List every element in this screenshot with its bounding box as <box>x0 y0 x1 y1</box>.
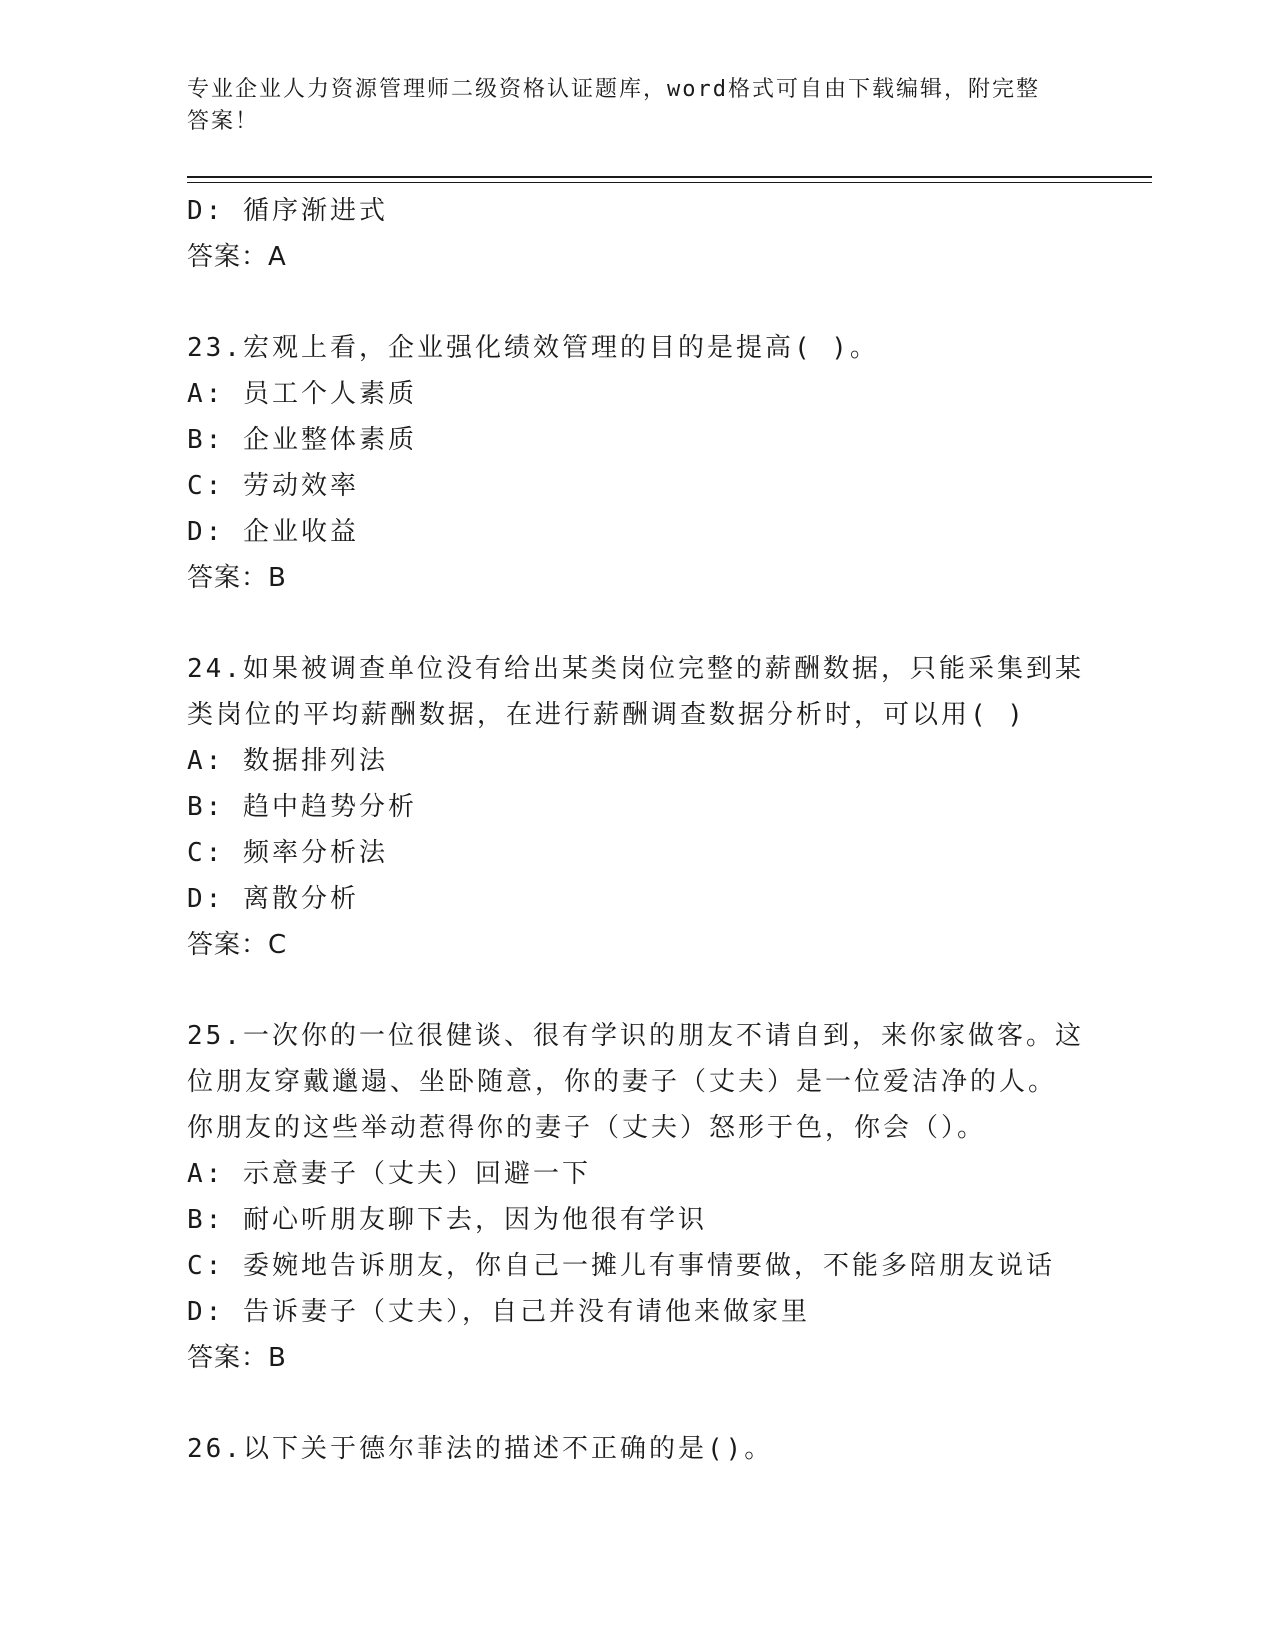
option-d: D: 离散分析 <box>187 884 359 914</box>
question-26 <box>187 1426 1087 1472</box>
question-text: 25.一次你的一位很健谈、很有学识的朋友不请自到，来你家做客。这 <box>187 1021 1084 1051</box>
option-d: D: 企业收益 <box>187 517 359 547</box>
question-25 <box>187 1013 1087 1381</box>
header-rule-thick <box>187 176 1152 178</box>
option-b: B: 耐心听朋友聊下去，因为他很有学识 <box>187 1205 707 1235</box>
option-a: A: 员工个人素质 <box>187 379 417 409</box>
spacer <box>187 1381 1087 1426</box>
question-list <box>187 188 1087 1472</box>
question-24 <box>187 646 1087 968</box>
answer-line: 答案：B <box>187 563 287 593</box>
option-b: B: 趋中趋势分析 <box>187 792 417 822</box>
answer-line: 答案：C <box>187 930 288 960</box>
header-line-1: 专业企业人力资源管理师二级资格认证题库，word格式可自由下载编辑，附完整 <box>187 77 1040 102</box>
header-line-2: 答案！ <box>187 109 260 134</box>
option-a: A: 示意妻子（丈夫）回避一下 <box>187 1159 591 1189</box>
spacer <box>187 968 1087 1013</box>
option-b: B: 企业整体素质 <box>187 425 417 455</box>
answer-line: 答案：B <box>187 1343 287 1373</box>
option-a: A: 数据排列法 <box>187 746 388 776</box>
question-text: 位朋友穿戴邋遢、坐卧随意，你的妻子（丈夫）是一位爱洁净的人。 <box>187 1067 1058 1097</box>
spacer <box>187 280 1087 325</box>
page-header <box>187 74 1067 138</box>
question-text: 类岗位的平均薪酬数据，在进行薪酬调查数据分析时，可以用( ) <box>187 700 1026 730</box>
option-c: C: 频率分析法 <box>187 838 388 868</box>
question-text: 你朋友的这些举动惹得你的妻子（丈夫）怒形于色，你会（）。 <box>187 1113 987 1143</box>
option-c: C: 委婉地告诉朋友，你自己一摊儿有事情要做，不能多陪朋友说话 <box>187 1251 1055 1281</box>
question-text: 24.如果被调查单位没有给出某类岗位完整的薪酬数据，只能采集到某 <box>187 654 1084 684</box>
option-d: D: 循序渐进式 <box>187 196 388 226</box>
option-c: C: 劳动效率 <box>187 471 359 501</box>
question-text: 26.以下关于德尔菲法的描述不正确的是()。 <box>187 1434 774 1464</box>
question-text: 23.宏观上看，企业强化绩效管理的目的是提高( )。 <box>187 333 879 363</box>
spacer <box>187 601 1087 646</box>
question-23 <box>187 325 1087 601</box>
header-rule-thin <box>187 182 1152 183</box>
option-d: D: 告诉妻子（丈夫），自己并没有请他来做家里 <box>187 1297 810 1327</box>
answer-line: 答案：A <box>187 242 287 272</box>
